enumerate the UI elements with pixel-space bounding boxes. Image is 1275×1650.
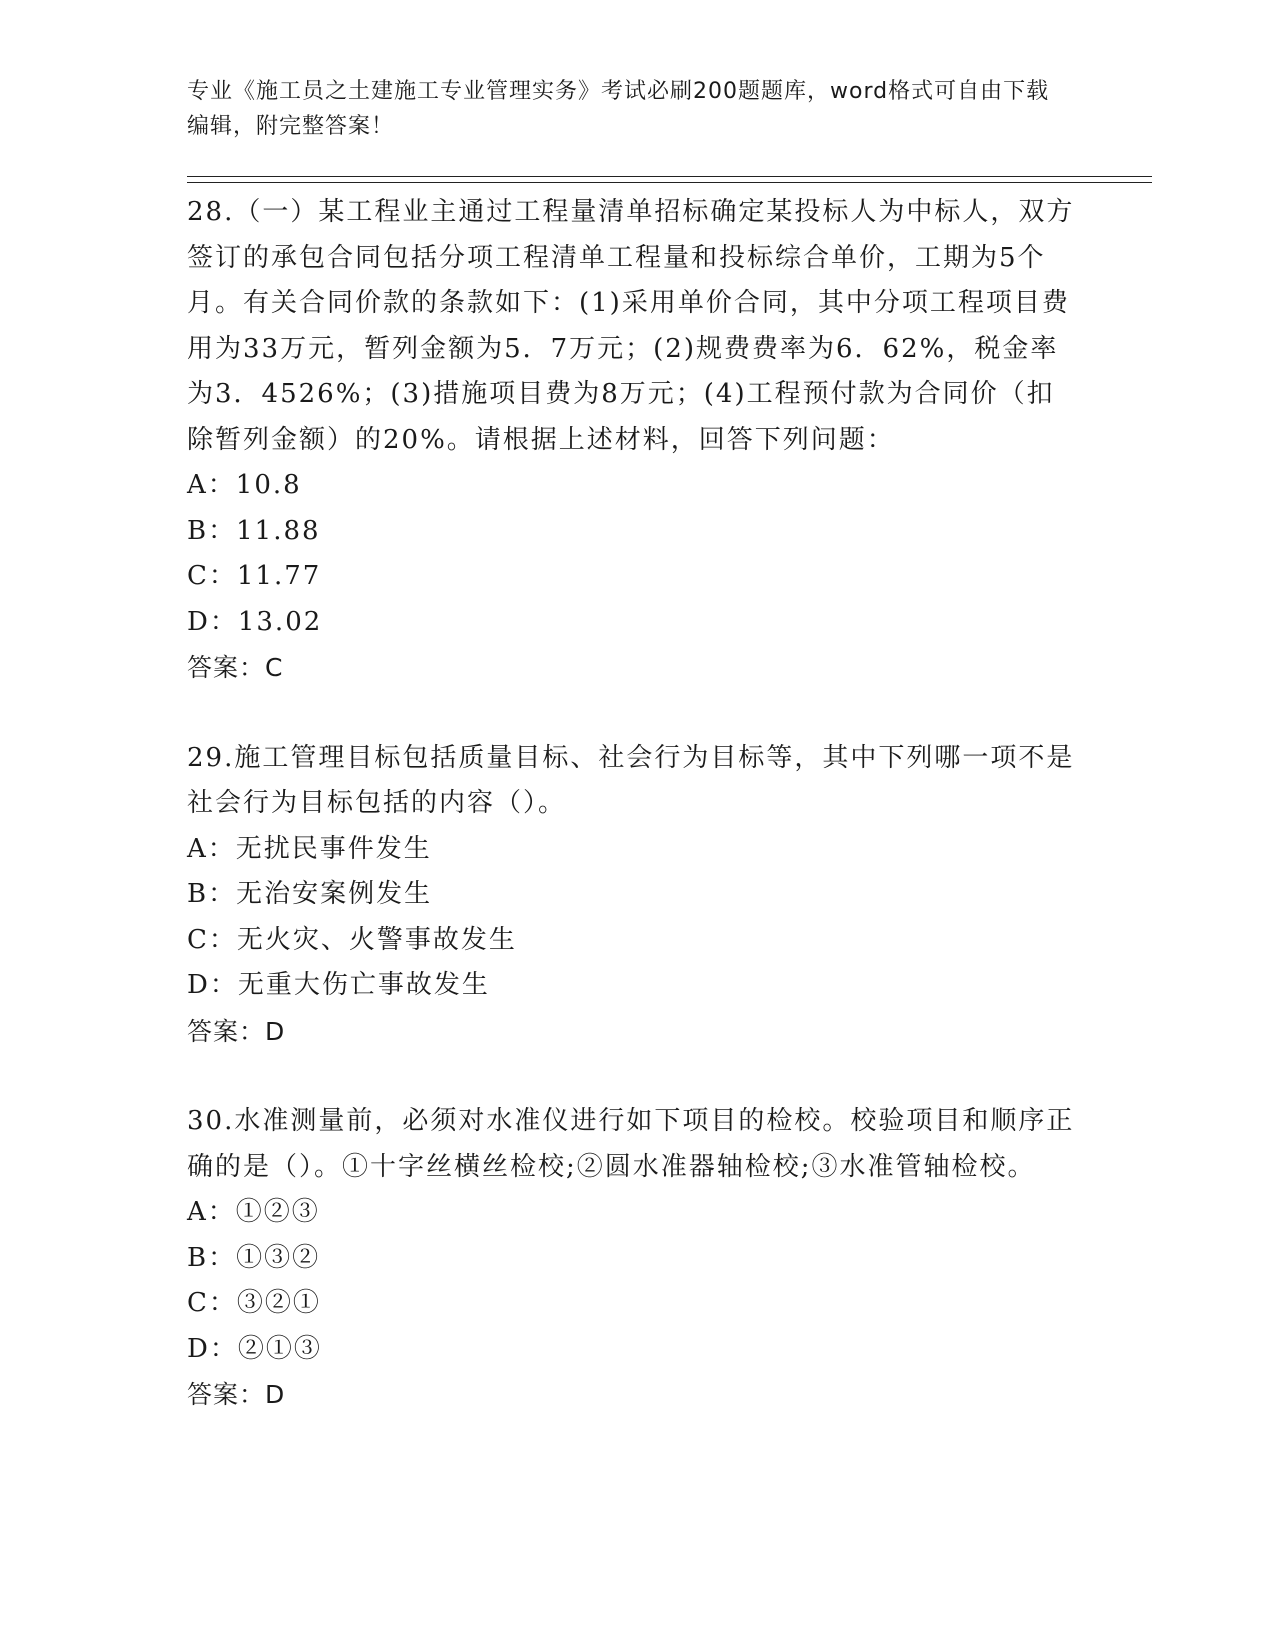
header-divider-top: [187, 176, 1152, 177]
option-c: C：③②①: [187, 1288, 321, 1318]
question-list: [187, 190, 1077, 1463]
option-c: C：无火灾、火警事故发生: [187, 924, 517, 955]
question-stem: 30.水准测量前，必须对水准仪进行如下项目的检校。校验项目和顺序正确的是（）。①十字丝横丝检校;②圆水准器轴检校;③水准管轴检校。: [187, 1106, 1075, 1182]
option-b: B：11.88: [187, 515, 321, 546]
option-a: A：①②③: [187, 1197, 320, 1227]
answer-line: 答案：C: [187, 653, 284, 682]
answer-line: 答案：D: [187, 1380, 286, 1409]
option-d: D：13.02: [187, 606, 323, 637]
option-a: A：10.8: [187, 470, 302, 500]
question-stem: 29.施工管理目标包括质量目标、社会行为目标等，其中下列哪一项不是社会行为目标包括的内容（）。: [187, 742, 1075, 818]
question-30: [187, 1099, 1077, 1418]
option-b: B：无治安案例发生: [187, 879, 433, 909]
question-29: [187, 736, 1077, 1055]
option-c: C：11.77: [187, 561, 322, 591]
question-28: [187, 190, 1077, 691]
option-a: A：无扰民事件发生: [187, 833, 432, 864]
answer-line: 答案：D: [187, 1016, 286, 1046]
header-divider-bottom: [187, 182, 1152, 183]
document-header: 专业《施工员之土建施工专业管理实务》考试必刷200题题库，word格式可自由下载编辑，附完整答案！: [187, 79, 1050, 139]
question-stem: 28.（一）某工程业主通过工程量清单招标确定某投标人为中标人，双方签订的承包合同包括分项工程清单工程量和投标综合单价，工期为5个月。有关合同价款的条款如下：(1)采用单价合同，其中分项工程项目费用为33万元，暂列金额为5．7万元；(2)规费费率为6．62%，税金率为3．4526%；(3)措施项目费为8万元；(4)工程预付款为合同价（扣除暂列金额）的20%。请根据上述材料，回答下列问题：: [187, 197, 1075, 455]
option-d: D：无重大伤亡事故发生: [187, 970, 490, 1000]
option-d: D：②①③: [187, 1333, 322, 1364]
option-b: B：①③②: [187, 1242, 321, 1273]
